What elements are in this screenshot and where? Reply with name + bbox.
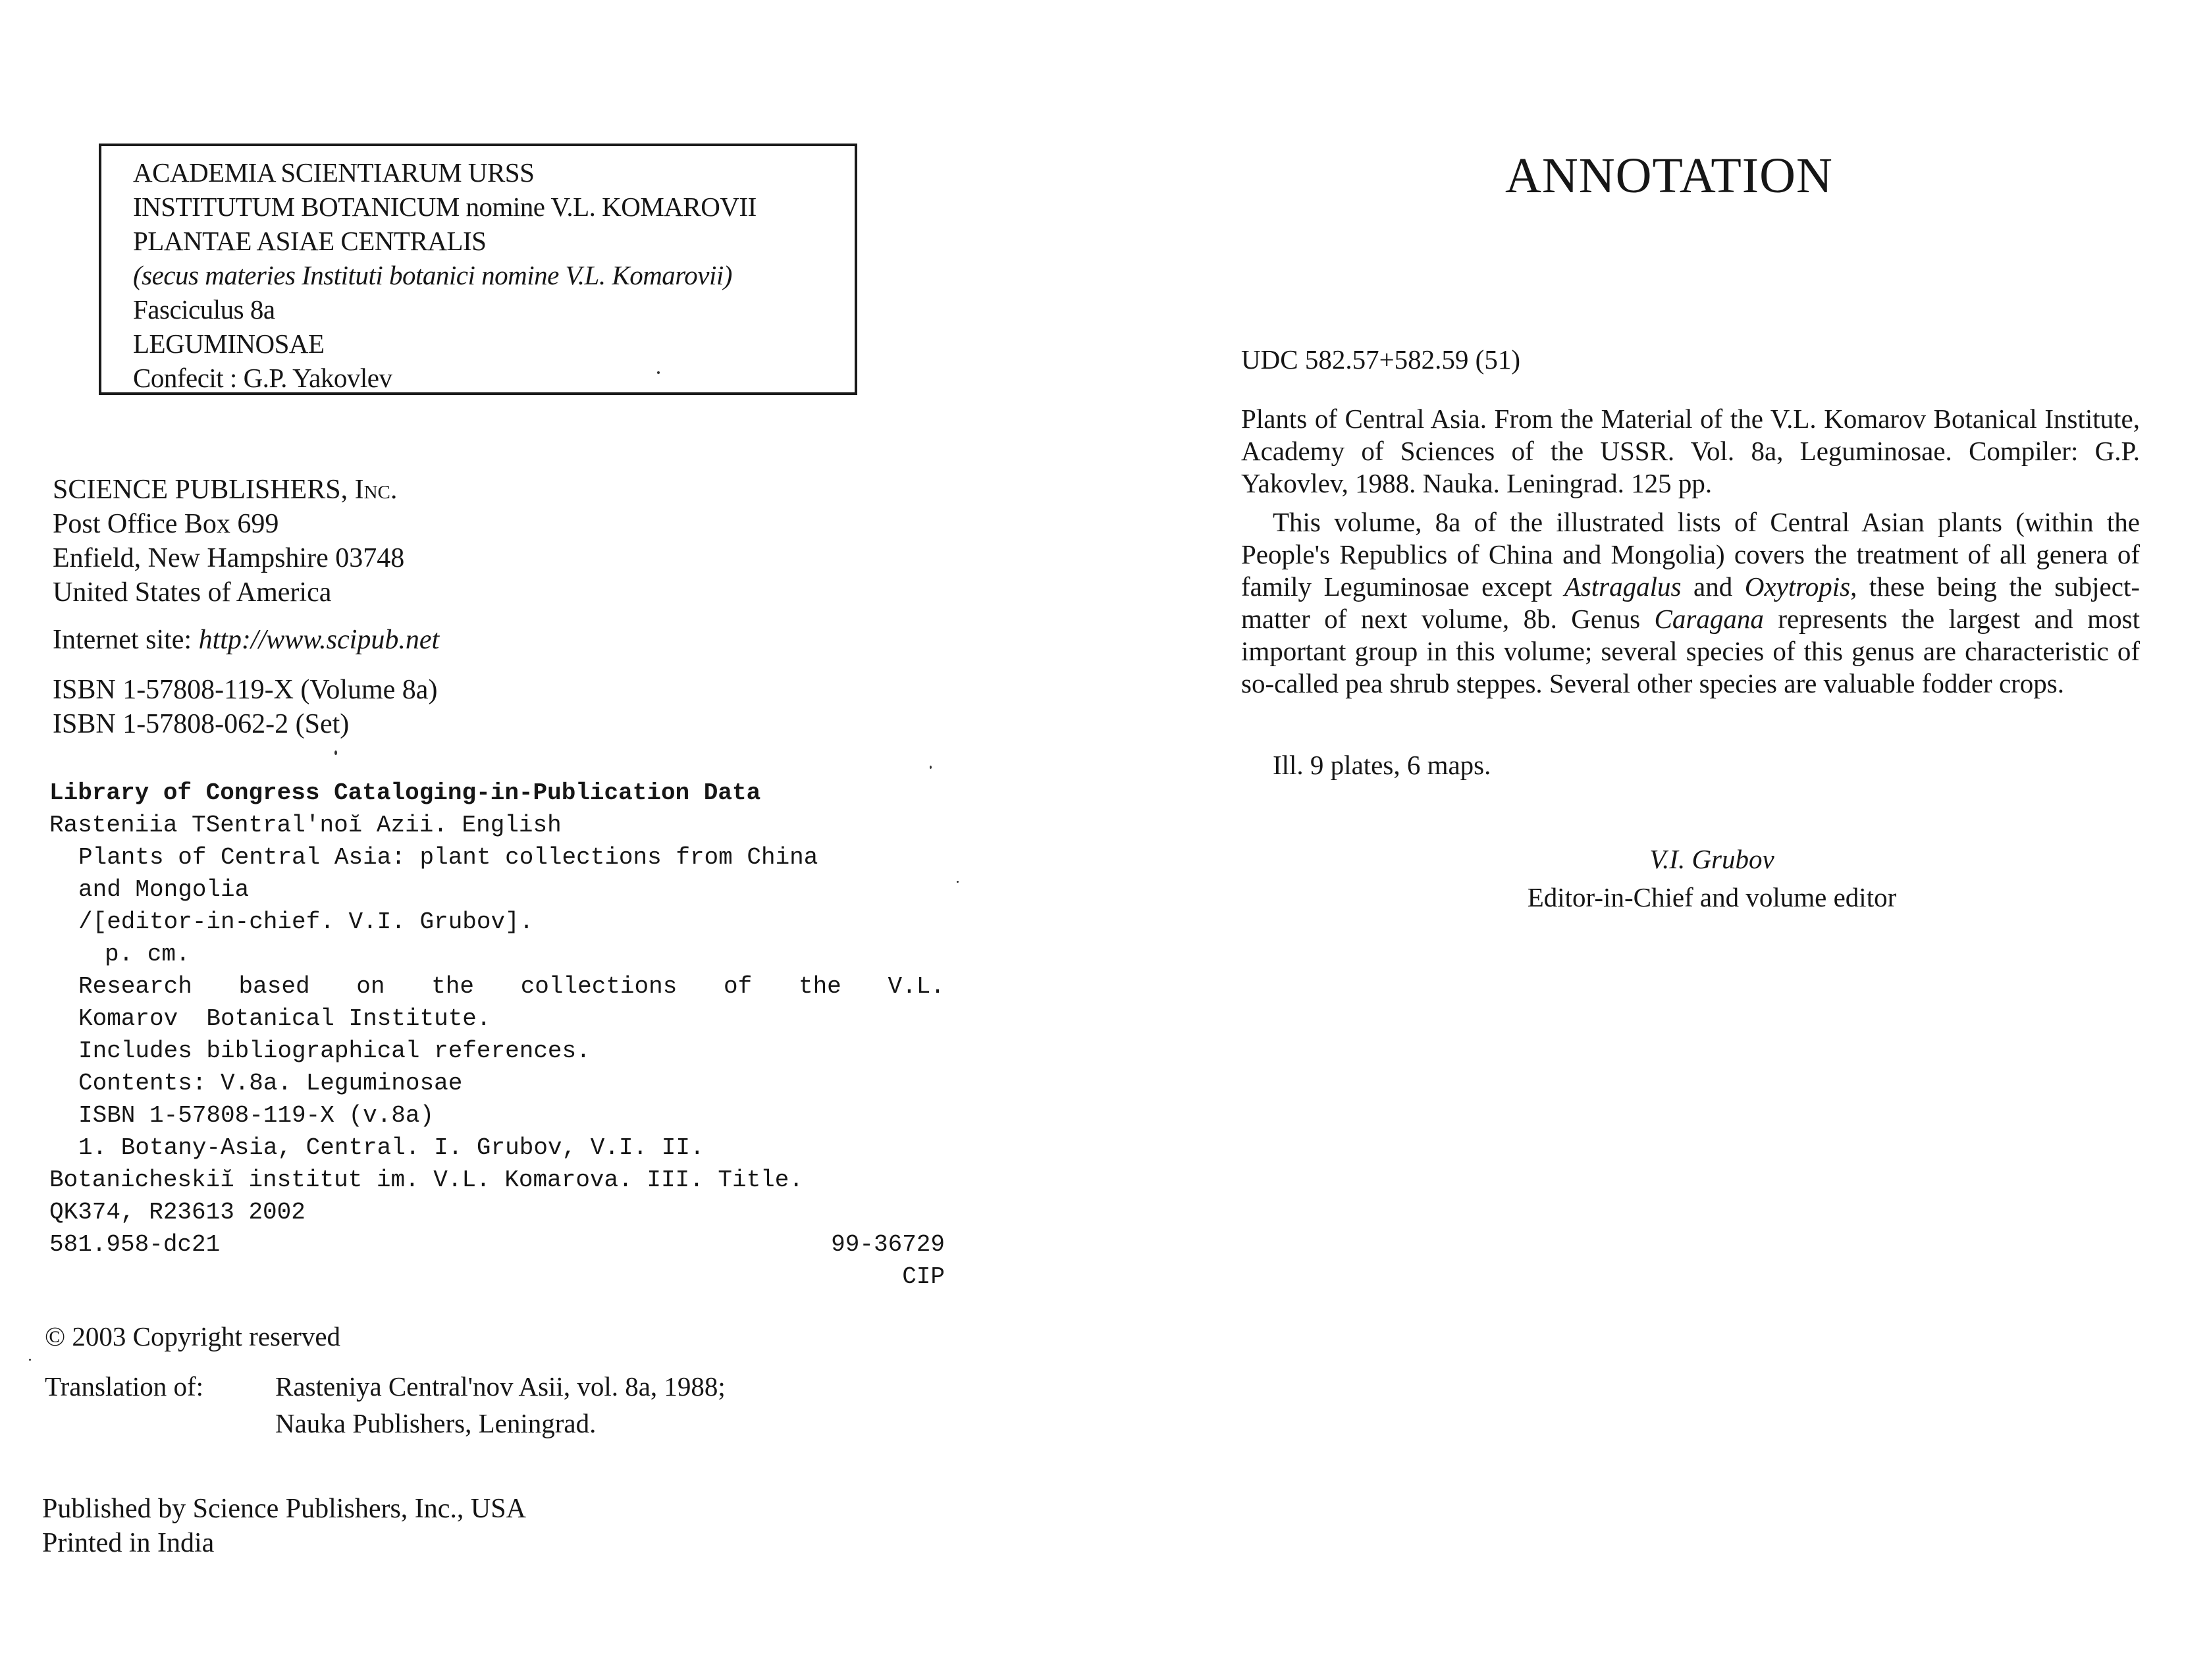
- udc-code: UDC 582.57+582.59 (51): [1241, 344, 1520, 375]
- dewey-number: 581.958-dc21: [49, 1231, 221, 1258]
- publisher-address: [53, 473, 404, 610]
- page-title: ANNOTATION: [1505, 148, 1833, 203]
- printed-in: Printed in India: [42, 1528, 215, 1558]
- cip-word: of: [724, 973, 753, 1000]
- series-line: PLANTAE ASIAE CENTRALIS: [133, 226, 487, 256]
- cip-data-block: [49, 777, 945, 1293]
- scan-speck: [930, 766, 932, 769]
- translation-line-1: Rasteniya Central'nov Asii, vol. 8a, 1988;: [275, 1371, 726, 1402]
- family-line: LEGUMINOSAE: [133, 328, 325, 359]
- editor-signature: [1495, 840, 1929, 916]
- annotation-abstract: [1241, 403, 2140, 700]
- internet-label: Internet site:: [53, 625, 192, 655]
- genus-name: Oxytropis: [1744, 571, 1851, 602]
- publisher-name-line: [53, 473, 404, 507]
- summary-text: represents the largest and most important group in this volume; several species of this genus are characteristic of so-called pea shrub steppes. Several other species are valuable fodder crops.: [1241, 604, 2140, 698]
- cip-heading: Library of Congress Cataloging-in-Publication Data: [49, 779, 761, 806]
- internet-site: [53, 623, 439, 657]
- cip-line: and Mongolia: [78, 876, 250, 903]
- publisher-suffix: Inc.: [354, 475, 398, 505]
- scan-speck: [657, 371, 660, 374]
- cip-line: ISBN 1-57808-119-X (v.8a): [78, 1102, 435, 1129]
- lccn-number: 99-36729: [831, 1231, 945, 1258]
- translation-line-2: Nauka Publishers, Leningrad.: [275, 1408, 597, 1438]
- cip-line: 1. Botany-Asia, Central. I. Grubov, V.I. II.: [78, 1134, 705, 1161]
- illustrations-count: Ill. 9 plates, 6 maps.: [1273, 750, 1491, 780]
- compiler-line: Confecit : G.P. Yakovlev: [133, 363, 392, 393]
- genus-name: Caragana: [1654, 604, 1764, 634]
- cip-line: Contents: V.8a. Leguminosae: [78, 1070, 463, 1097]
- cip-line: Komarov Botanical Institute.: [78, 1005, 491, 1032]
- summary-text: , these being the subject-matter of next volume, 8b. Genus: [1241, 571, 2140, 634]
- copyright-notice: © 2003 Copyright reserved: [45, 1321, 341, 1352]
- cip-word: the: [431, 973, 474, 1000]
- bibliographic-paragraph: Plants of Central Asia. From the Material of the V.L. Komarov Botanical Institute, Academy of Sciences of the USSR. Vol. 8a, Leguminosae. Compiler: G.P. Yakovlev, 1988. Nauka. Leningrad. 125 pp.: [1241, 404, 2140, 498]
- academy-title-box: [99, 144, 857, 395]
- address-line-3: United States of America: [53, 577, 332, 608]
- address-line-1: Post Office Box 699: [53, 509, 279, 539]
- isbn-volume: ISBN 1-57808-119-X (Volume 8a): [53, 675, 438, 705]
- summary-text: and: [1681, 571, 1745, 602]
- institute-line: INSTITUTUM BOTANICUM nomine V.L. KOMAROVII: [133, 192, 757, 222]
- genus-name: Astragalus: [1564, 571, 1682, 602]
- scan-speck: [29, 1359, 31, 1361]
- editor-name: V.I. Grubov: [1649, 844, 1774, 874]
- scan-speck: [957, 881, 959, 883]
- translation-source: [275, 1368, 726, 1442]
- series-note: (secus materies Instituti botanici nomine V.L. Komarovii): [133, 260, 732, 290]
- cip-classification-row: [49, 1228, 945, 1261]
- cip-line: Rasteniia TSentral'noĭ Azii. English: [49, 812, 562, 839]
- scan-speck: [334, 750, 337, 755]
- cip-line: Includes bibliographical references.: [78, 1037, 591, 1064]
- translation-label: Translation of:: [45, 1371, 204, 1402]
- fascicle-line: Fasciculus 8a: [133, 294, 275, 325]
- cip-word: based: [238, 973, 310, 1000]
- cip-line-justified: [49, 970, 945, 1003]
- cip-line: Botanicheskiĭ institut im. V.L. Komarova. III. Title.: [49, 1167, 803, 1194]
- cip-line: /[editor-in-chief. V.I. Grubov].: [78, 908, 534, 935]
- cip-word: Research: [78, 973, 192, 1000]
- academy-line: ACADEMIA SCIENTIARUM URSS: [133, 157, 535, 188]
- cip-word: collections: [520, 973, 678, 1000]
- cip-word: V.L.: [888, 973, 945, 1000]
- isbn-set: ISBN 1-57808-062-2 (Set): [53, 709, 350, 739]
- website-link[interactable]: http://www.scipub.net: [198, 625, 440, 655]
- cip-line: Plants of Central Asia: plant collections from China: [78, 844, 818, 871]
- address-line-2: Enfield, New Hampshire 03748: [53, 543, 405, 573]
- editor-role: Editor-in-Chief and volume editor: [1527, 882, 1897, 912]
- summary-text: This volume, 8a of the illustrated lists of Central Asian plants (within the People's Republics of China and Mongolia) covers the treatment of all genera of family Leguminosae except: [1241, 507, 2140, 602]
- cip-line: p. cm.: [105, 941, 190, 968]
- cip-word: the: [798, 973, 841, 1000]
- cip-line: QK374, R23613 2002: [49, 1199, 306, 1226]
- published-by: Published by Science Publishers, Inc., USA: [42, 1494, 526, 1524]
- summary-paragraph: [1241, 506, 2140, 700]
- publisher-name: SCIENCE PUBLISHERS,: [53, 475, 348, 505]
- cip-label: CIP: [902, 1263, 945, 1290]
- isbn-block: [53, 673, 437, 741]
- cip-word: on: [356, 973, 385, 1000]
- publication-info: [42, 1492, 526, 1560]
